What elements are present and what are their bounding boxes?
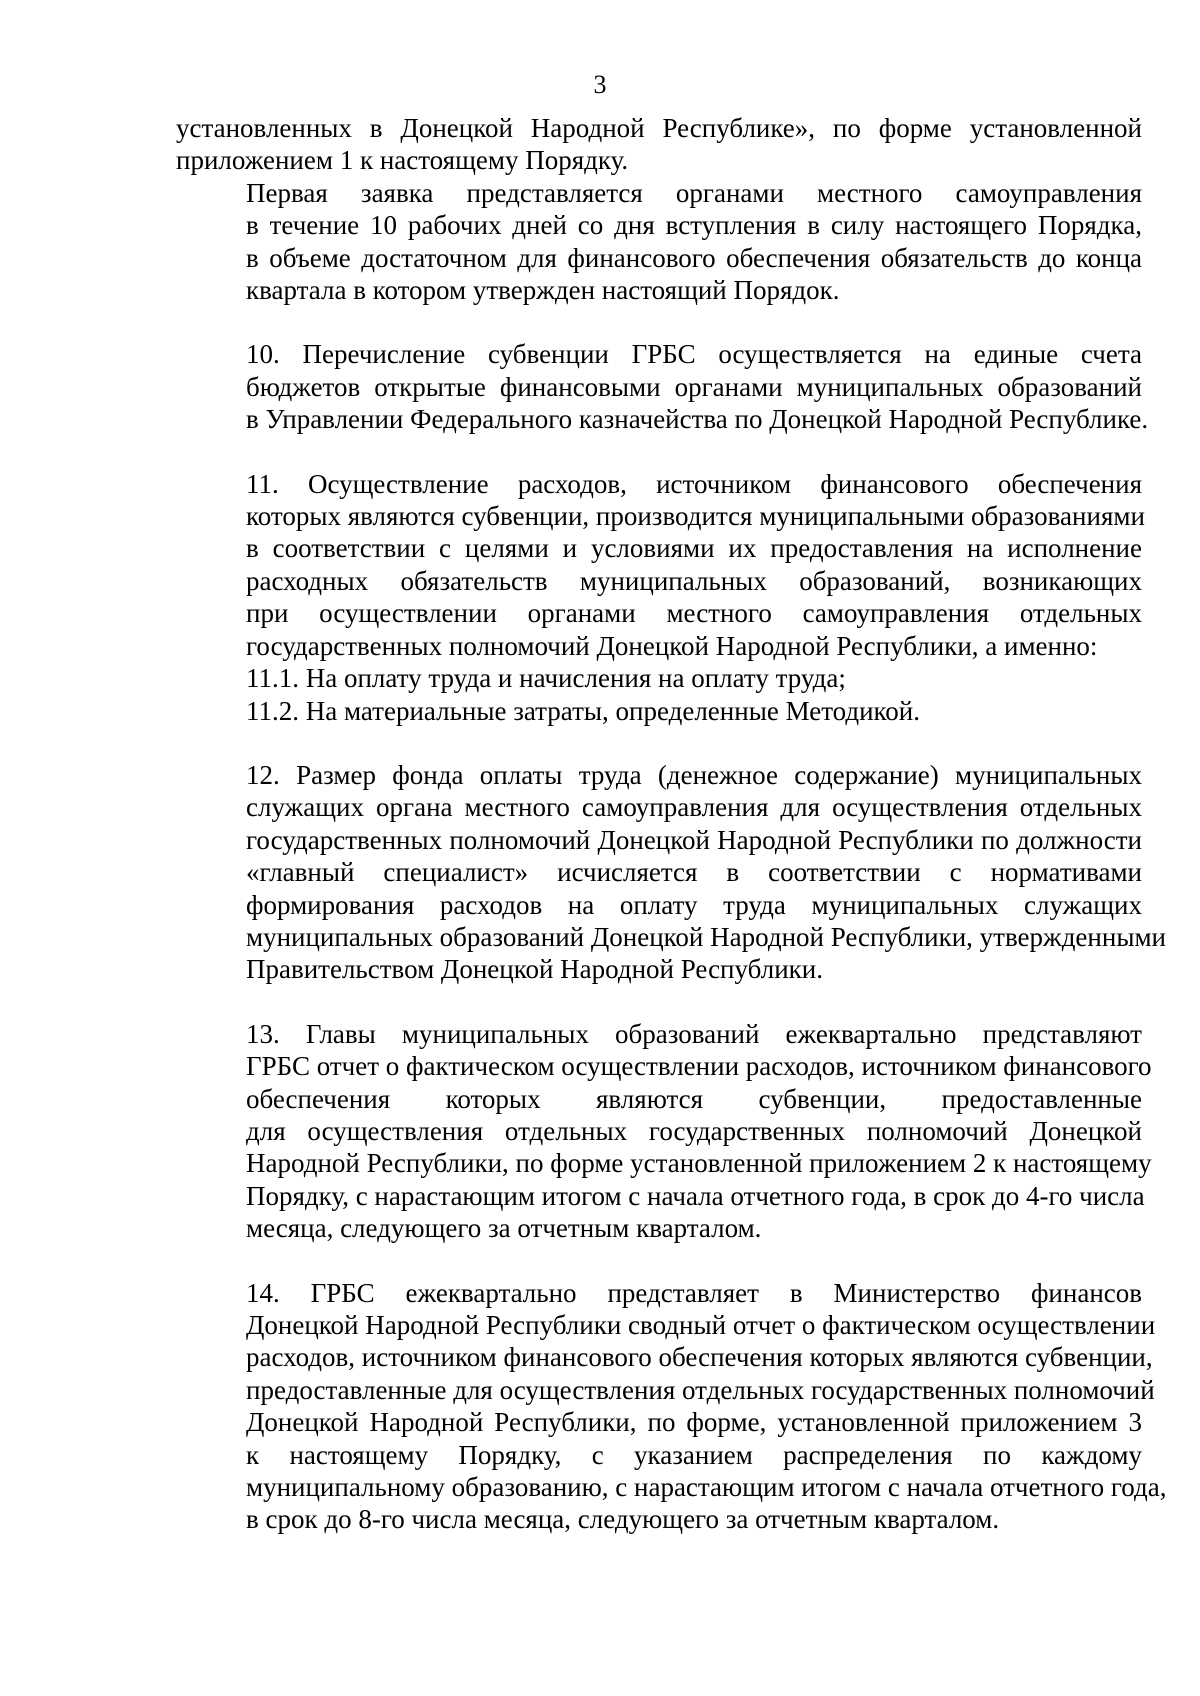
text-line: муниципальному образованию, с нарастающим итогом с начала отчетного года, bbox=[246, 1472, 1167, 1503]
text-line: 11.1. На оплату труда и начисления на оплату труда; bbox=[246, 663, 846, 694]
paragraph-13 bbox=[176, 1018, 1152, 1245]
text-line: обеспечения которых являются субвенции, предоставленные bbox=[246, 1083, 1142, 1114]
document-body bbox=[176, 112, 1167, 1536]
text-line: бюджетов открытые финансовыми органами муниципальных образований bbox=[246, 371, 1142, 402]
text-line: муниципальных образований Донецкой Народной Республики, утвержденными bbox=[246, 921, 1166, 952]
paragraph-11-2 bbox=[176, 695, 1142, 727]
text-line: в объеме достаточном для финансового обеспечения обязательств до конца bbox=[246, 242, 1142, 273]
text-line: расходов, источником финансового обеспечения которых являются субвенции, bbox=[246, 1342, 1153, 1373]
text-line: «главный специалист» исчисляется в соответствии с нормативами bbox=[246, 857, 1142, 888]
text-line: Первая заявка представляется органами местного самоуправления bbox=[246, 177, 1142, 208]
text-line: государственных полномочий Донецкой Народной Республики по должности bbox=[246, 824, 1142, 855]
spacer bbox=[176, 1245, 1142, 1277]
text-line: в течение 10 рабочих дней со дня вступления в силу настоящего Порядка, bbox=[246, 210, 1142, 241]
paragraph-11 bbox=[176, 468, 1145, 662]
page-number: 3 bbox=[593, 70, 607, 99]
text-line: в соответствии с целями и условиями их предоставления на исполнение bbox=[246, 533, 1142, 564]
text-line: Народной Республики, по форме установленной приложением 2 к настоящему bbox=[246, 1148, 1152, 1179]
text-line: государственных полномочий Донецкой Народной Республики, а именно: bbox=[246, 630, 1098, 661]
text-line: расходных обязательств муниципальных образований, возникающих bbox=[246, 565, 1142, 596]
text-line: для осуществления отдельных государственных полномочий Донецкой bbox=[246, 1115, 1142, 1146]
text-line: месяца, следующего за отчетным кварталом. bbox=[246, 1213, 762, 1244]
spacer bbox=[176, 986, 1142, 1018]
text-line: ГРБС отчет о фактическом осуществлении расходов, источником финансового bbox=[246, 1051, 1152, 1082]
text-line: в Управлении Федерального казначейства по Донецкой Народной Республике. bbox=[246, 404, 1149, 435]
text-line: Донецкой Народной Республики сводный отчет о фактическом осуществлении bbox=[246, 1310, 1156, 1340]
text-line: 14. ГРБС ежеквартально представляет в Министерство финансов bbox=[246, 1277, 1142, 1308]
text-line: при осуществлении органами местного самоуправления отдельных bbox=[246, 598, 1142, 629]
spacer bbox=[176, 436, 1142, 468]
text-line: к настоящему Порядку, с указанием распределения по каждому bbox=[246, 1439, 1142, 1470]
text-line: Порядку, с нарастающим итогом с начала отчетного года, в срок до 4-го числа bbox=[246, 1180, 1145, 1211]
paragraph-14 bbox=[176, 1277, 1167, 1536]
text-line: 11. Осуществление расходов, источником финансового обеспечения bbox=[246, 468, 1142, 499]
text-line: Правительством Донецкой Народной Республики. bbox=[246, 954, 823, 985]
paragraph-12 bbox=[176, 759, 1166, 986]
text-line: установленных в Донецкой Народной Республике», по форме установленной bbox=[176, 113, 1142, 143]
paragraph-first-request bbox=[176, 177, 1142, 307]
text-line: 13. Главы муниципальных образований ежеквартально представляют bbox=[246, 1018, 1142, 1049]
text-line: служащих органа местного самоуправления для осуществления отдельных bbox=[246, 792, 1142, 823]
text-line: 11.2. На материальные затраты, определенные Методикой. bbox=[246, 695, 920, 726]
text-line: 12. Размер фонда оплаты труда (денежное содержание) муниципальных bbox=[246, 759, 1142, 790]
spacer bbox=[176, 306, 1142, 338]
paragraph-continuation bbox=[176, 112, 1142, 177]
spacer bbox=[176, 727, 1142, 759]
text-line: приложением 1 к настоящему Порядку. bbox=[176, 145, 629, 176]
paragraph-11-1 bbox=[176, 662, 1142, 694]
text-line: 10. Перечисление субвенции ГРБС осуществляется на единые счета bbox=[246, 339, 1142, 370]
paragraph-10 bbox=[176, 338, 1149, 435]
text-line: квартала в котором утвержден настоящий Порядок. bbox=[246, 275, 840, 306]
text-line: Донецкой Народной Республики, по форме, установленной приложением 3 bbox=[246, 1407, 1142, 1438]
text-line: которых являются субвенции, производится муниципальными образованиями bbox=[246, 501, 1145, 532]
text-line: предоставленные для осуществления отдельных государственных полномочий bbox=[246, 1374, 1155, 1405]
text-line: формирования расходов на оплату труда муниципальных служащих bbox=[246, 889, 1142, 920]
text-line: в срок до 8-го числа месяца, следующего за отчетным кварталом. bbox=[246, 1504, 1000, 1535]
